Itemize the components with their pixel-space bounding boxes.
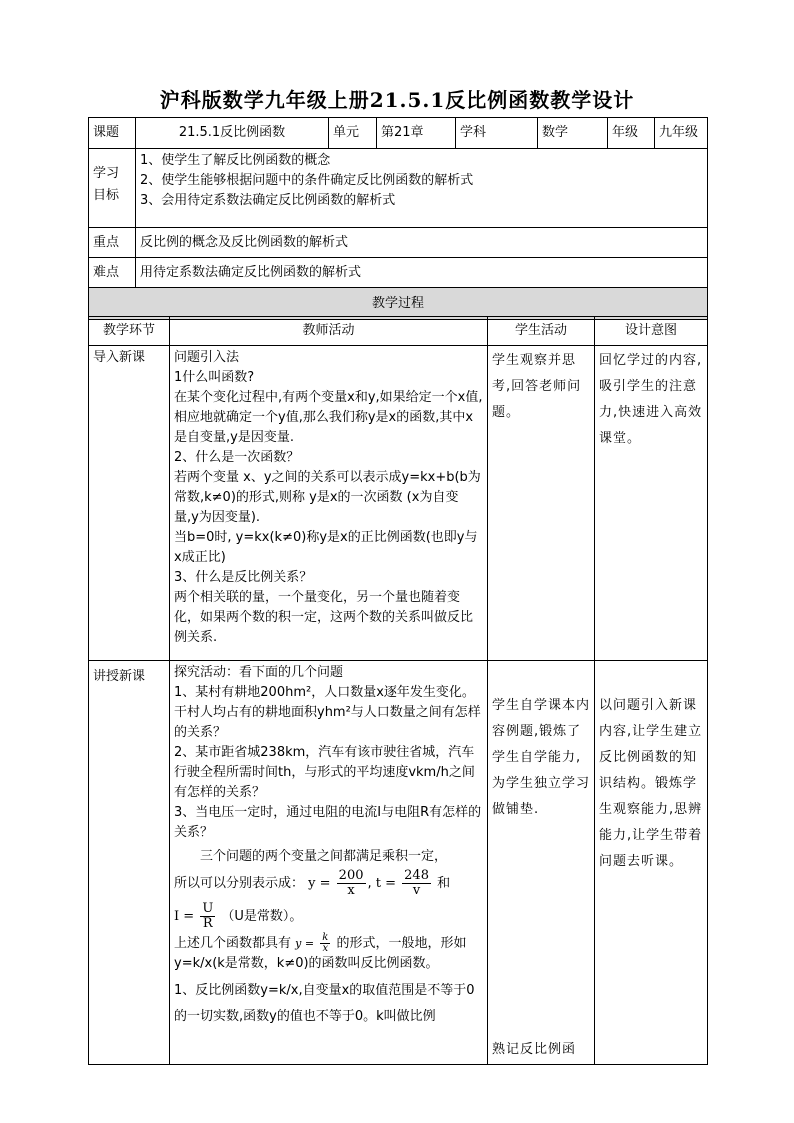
general-form-fraction: [320, 933, 330, 954]
column-intent: 设计意图: [595, 317, 708, 346]
header-row: [89, 118, 708, 149]
intro-student: 学生观察并思考,回答老师问题。: [488, 346, 595, 661]
equation-and: 和: [437, 876, 451, 891]
goals-list: [136, 149, 708, 228]
lecture-stage: 讲授新课: [89, 661, 170, 1065]
goal-item: 1、使学生了解反比例函数的概念: [140, 153, 331, 168]
general-form-lhs: y =: [295, 937, 315, 950]
intro-stage: 导入新课: [89, 346, 170, 661]
page-title: 沪科版数学九年级上册21.5.1反比例函数教学设计: [159, 88, 635, 112]
lecture-student-text-2: 熟记反比例函: [492, 1042, 577, 1057]
lesson-plan-table: [88, 117, 708, 320]
lecture-row: [89, 661, 708, 1065]
key-point-label: 重点: [89, 228, 136, 258]
general-form-numerator: k: [322, 932, 329, 943]
lecture-questions: 探究活动：看下面的几个问题 1、某村有耕地200hm²，人口数量x逐年发生变化。干村人均占有的耕地面积yhm²与人口数量之间有怎样的关系？ 2、某市距省城238km，汽车有该市驶往省城，汽车行驶全程所需时间th，与形式的平均速度vkm/h之间有怎样的关系？ 3、当电压一定时，通过电阻的电流I与电阻R有怎样的关系？: [174, 665, 482, 840]
intro-intent: 回忆学过的内容,吸引学生的注意力,快速进入高效课堂。: [595, 346, 708, 661]
column-student: 学生活动: [488, 317, 595, 346]
lecture-summary: 三个问题的两个变量之间都满足乘积一定，: [200, 849, 448, 864]
lecture-student: [488, 661, 595, 1065]
eq3-numerator: U: [202, 901, 214, 916]
column-stage: 教学环节: [89, 317, 170, 346]
grade-label: 年级: [608, 118, 655, 149]
eq1-lhs: y =: [308, 876, 331, 891]
goal-item: 3、会用待定系数法确定反比例函数的解析式: [140, 193, 396, 208]
eq3-denominator: R: [202, 916, 213, 931]
difficulty-text: 用待定系数法确定反比例函数的解析式: [136, 258, 708, 288]
equation-intro: 所以可以分别表示成：: [174, 876, 305, 891]
course-value: 21.5.1反比例函数: [136, 118, 329, 149]
difficulty-label: 难点: [89, 258, 136, 288]
subject-value: 数学: [538, 118, 608, 149]
lecture-intent-text: 以问题引入新课内容,让学生建立反比例函数的知识结构。锻炼学生观察能力,思辨能力,让学生带着问题去听课。: [599, 698, 703, 869]
general-form-denominator: x: [322, 943, 329, 954]
process-column-headers: [89, 317, 708, 346]
intro-row: [89, 346, 708, 661]
intro-teacher: 问题引入法 1什么叫函数? 在某个变化过程中,有两个变量x和y,如果给定一个x值,相应地就确定一个y值,那么我们称y是x的函数,其中x是自变量,y是因变量. 2、什么是一次函数？ 若两个变量 x、y之间的关系可以表示成y=kx+b(b为常数,k≠0)的形式,则称 y是x的一次函数 (x为自变量,y为因变量). 当b=0时, y=kx(k≠0)称y是x的正比例函数(也即y与x成正比) 3、什么是反比例关系？ 两个相关联的量，一个量变化，另一个量也随着变化，如果两个数的积一定，这两个数的关系叫做反比例关系.: [170, 346, 488, 661]
general-form: [174, 933, 483, 974]
eq2-lhs: t =: [375, 876, 397, 891]
course-label: 课题: [89, 118, 136, 149]
key-point-text: 反比例的概念及反比例函数的解析式: [136, 228, 708, 258]
subject-label: 学科: [456, 118, 538, 149]
eq1-denominator: x: [347, 883, 355, 898]
lecture-student-text: 学生自学课本内容例题,锻炼了学生自学能力,为学生独立学习做铺垫.: [492, 698, 591, 817]
process-table: [88, 316, 708, 1065]
column-teacher: 教师活动: [170, 317, 488, 346]
goal-item: 2、使学生能够根据问题中的条件确定反比例函数的解析式: [140, 173, 474, 188]
eq3-lhs: I =: [174, 909, 195, 924]
goals-label: 学习目标: [89, 149, 136, 228]
process-banner-row: [89, 288, 708, 320]
lecture-property: 1、反比例函数y=k/x,自变量x的取值范围是不等于0的一切实数,函数y的值也不等于0。k叫做比例: [174, 983, 475, 1024]
lecture-teacher: [170, 661, 488, 1065]
general-form-definition: 的形式，一般地，形如y=k/x(k是常数，k≠0)的函数叫反比例函数。: [174, 936, 467, 971]
lecture-intent: [595, 661, 708, 1065]
unit-value: 第21章: [377, 118, 456, 149]
eq2-fraction: [402, 869, 431, 898]
grade-value: 九年级: [655, 118, 708, 149]
process-banner: 教学过程: [89, 288, 708, 320]
equation-line: 所以可以分别表示成： y = $\frac{200}{x}$ , t = $\frac{248}{v}$ 和: [174, 868, 451, 898]
eq1-numerator: 200: [338, 868, 364, 883]
key-point-row: [89, 228, 708, 258]
goals-row: [89, 149, 708, 228]
equation-line-2: [174, 902, 483, 931]
unit-label: 单元: [329, 118, 377, 149]
eq2-denominator: v: [412, 883, 421, 898]
eq3-fraction: [200, 902, 215, 931]
difficulty-row: [89, 258, 708, 288]
general-form-intro: 上述几个函数都具有: [174, 936, 292, 951]
eq3-note: （U是常数）。: [221, 909, 303, 924]
eq2-numerator: 248: [404, 868, 429, 883]
eq1-fraction: [337, 869, 366, 898]
